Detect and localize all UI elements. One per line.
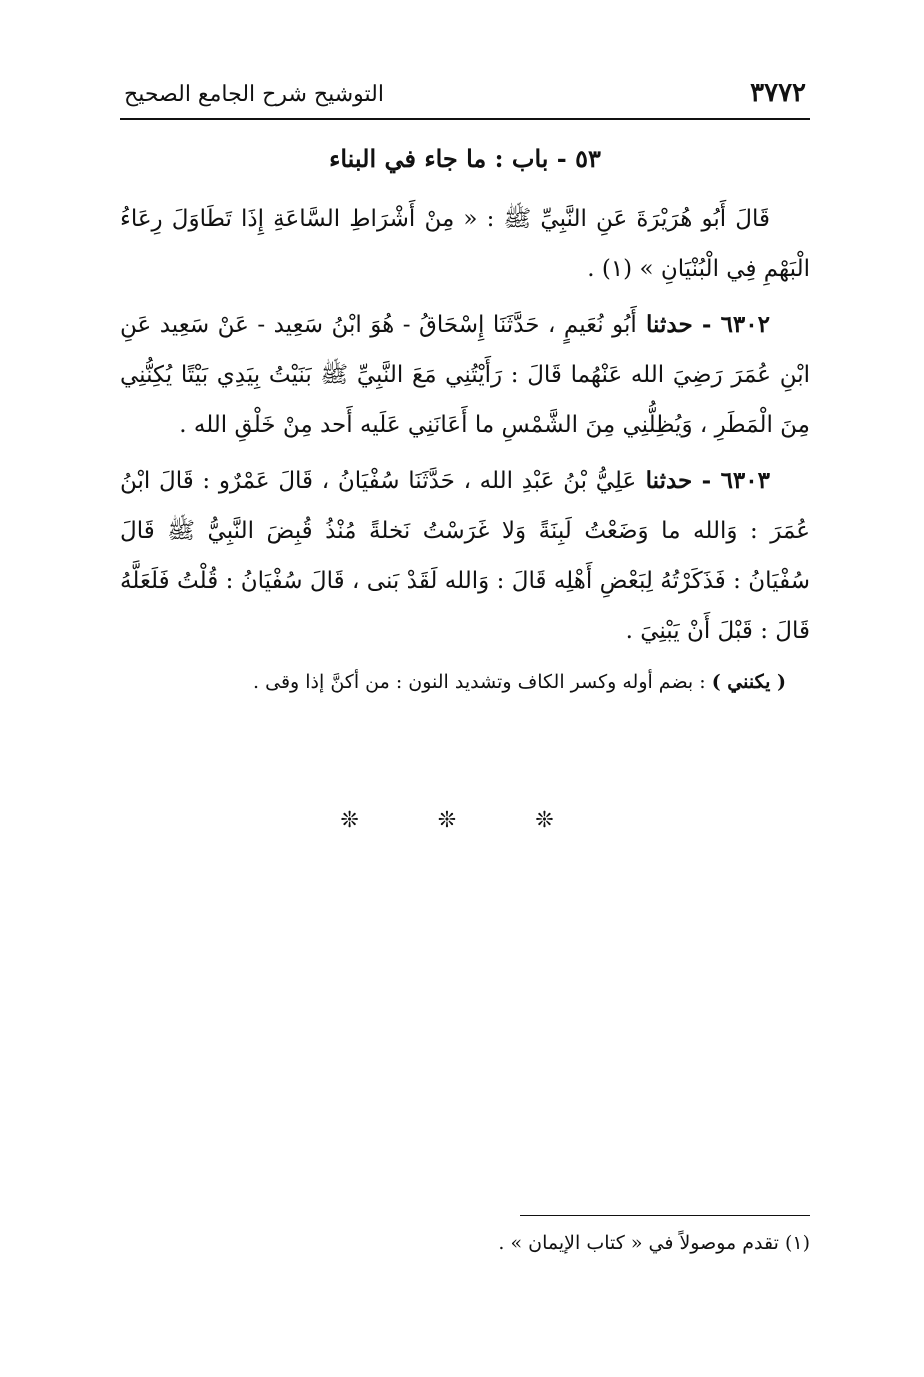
commentary-note <box>120 662 810 702</box>
section-separator: ❊ ❊ ❊ <box>340 808 590 833</box>
chapter-heading: ٥٣ - باب : ما جاء في البناء <box>329 144 601 173</box>
hadith-number: ٦٣٠٣ <box>720 467 770 494</box>
hadith-6303 <box>120 456 810 656</box>
running-header <box>120 74 810 120</box>
hadith-number: ٦٣٠٢ <box>720 311 770 338</box>
paragraph-text: قَالَ أَبُو هُرَيْرَةَ عَنِ النَّبِيِّ ﷺ : « مِنْ أَشْرَاطِ السَّاعَةِ إِذَا تَطَاوَلَ رِعَاءُ الْبَهْمِ فِي الْبُنْيَانِ » (١) . <box>120 206 810 282</box>
paragraph-intro <box>120 194 810 294</box>
note-text: : بضم أوله وكسر الكاف وتشديد النون : من أكنَّ إذا وقى . <box>253 671 712 693</box>
body-text <box>120 194 810 702</box>
hadith-text: عَلِيُّ بْنُ عَبْدِ الله ، حَدَّثَنَا سُفْيَانُ ، قَالَ عَمْرٌو : قَالَ ابْنُ عُمَرَ : وَالله ما وَضَعْتُ لَبِنَةً وَلا غَرَسْتُ نَخلةً مُنْذُ قُبِضَ النَّبِيُّ ﷺ قَالَ سُفْيَانُ : فَذَكَرْتُهُ لِبَعْضِ أَهْلِه قَالَ : وَالله لَقَدْ بَنى ، قَالَ سُفْيَانُ : قُلْتُ فَلَعَلَّهُ قَالَ : قَبْلَ أَنْ يَبْنِيَ . <box>120 468 810 644</box>
page-number: ٣٧٧٢ <box>750 78 806 108</box>
book-title: التوشيح شرح الجامع الصحيح <box>124 82 384 107</box>
footnote: (١) تقدم موصولاً في « كتاب الإيمان » . <box>498 1232 810 1254</box>
hadith-6302 <box>120 300 810 450</box>
hadith-lead: - حدثنا <box>636 467 721 494</box>
note-term: ( يكنني ) <box>711 671 786 693</box>
hadith-text: أَبُو نُعَيمٍ ، حَدَّثَنَا إِسْحَاقُ - هُوَ ابْنُ سَعِيد - عَنْ سَعِيد عَنِ ابْنِ عُمَرَ رَضِيَ الله عَنْهُما قَالَ : رَأَيْتُنِي مَعَ النَّبِيِّ ﷺ بَنَيْتُ بِيَدِي بَيْتًا يُكِنُّنِي مِنَ الْمَطَرِ ، وَيُظِلُّنِي مِنَ الشَّمْسِ ما أَعَانَنِي عَلَيه أَحد مِنْ خَلْقِ الله . <box>120 312 810 438</box>
hadith-lead: - حدثنا <box>636 311 721 338</box>
footnote-rule <box>520 1215 810 1216</box>
